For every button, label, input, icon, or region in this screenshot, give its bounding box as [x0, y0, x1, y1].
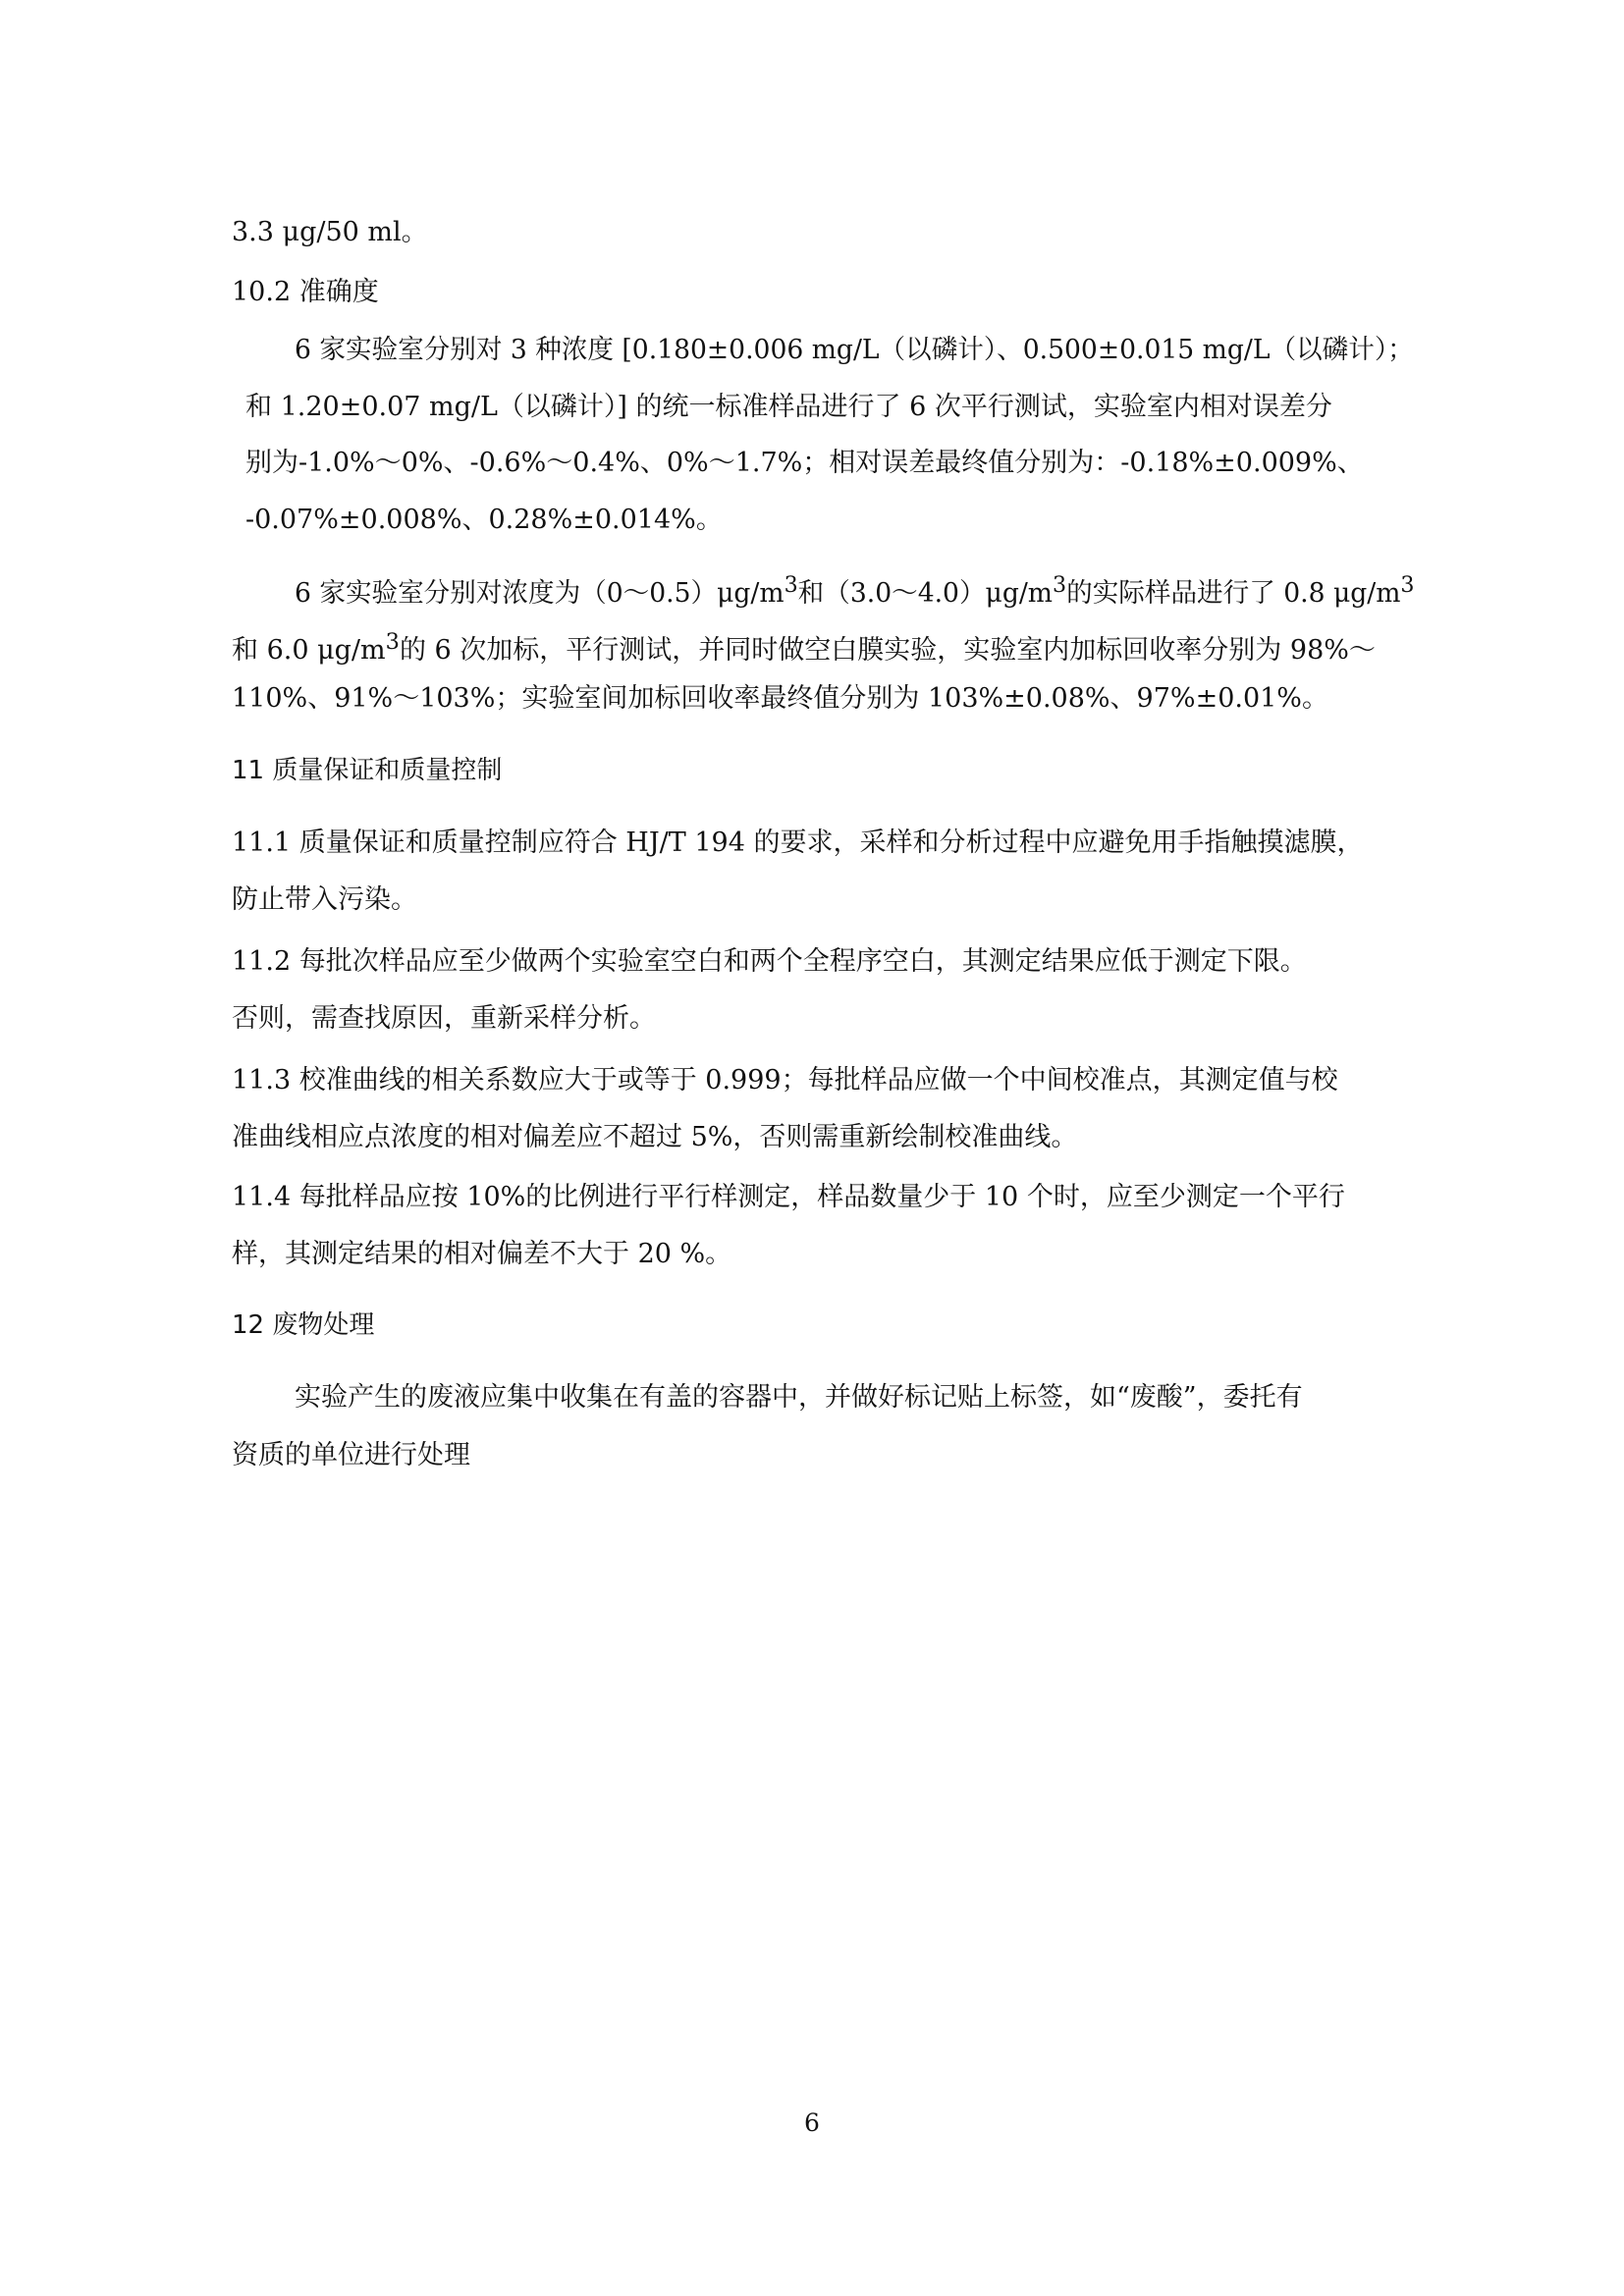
accuracy-paragraph-1-line-4: -0.07%±0.008%、0.28%±0.014%。 [245, 505, 723, 535]
p2-text-a: 6 家实验室分别对浓度为（0～0.5）μg/m [295, 578, 785, 609]
accuracy-paragraph-1-line-1: 6 家实验室分别对 3 种浓度 [0.180±0.006 mg/L（以磷计）、0.500±0.015 mg/L（以磷计）； [295, 335, 1414, 365]
superscript-3: 3 [784, 572, 798, 598]
p2-text-c: 的实际样品进行了 0.8 μg/m [1066, 578, 1401, 609]
superscript-3: 3 [385, 629, 400, 655]
waste-paragraph-line-2: 资质的单位进行处理 [232, 1440, 470, 1470]
page-number: 6 [804, 2109, 820, 2137]
superscript-3: 3 [1400, 572, 1415, 598]
accuracy-paragraph-2-line-1 [295, 568, 1415, 611]
section-10-2-heading: 10.2 准确度 [232, 277, 379, 307]
item-11-4-line-2: 样，其测定结果的相对偏差不大于 20 %。 [232, 1239, 732, 1269]
continued-text-line: 3.3 μg/50 ml。 [232, 217, 428, 247]
accuracy-paragraph-1-line-2: 和 1.20±0.07 mg/L（以磷计）] 的统一标准样品进行了 6 次平行测试，实验室内相对误差分 [245, 392, 1332, 422]
section-11-heading: 11 质量保证和质量控制 [232, 756, 503, 785]
waste-paragraph-line-1: 实验产生的废液应集中收集在有盖的容器中，并做好标记贴上标签，如“废酸”，委托有 [295, 1382, 1303, 1413]
p2-text-e: 的 6 次加标，平行测试，并同时做空白膜实验，实验室内加标回收率分别为 98%～ [399, 635, 1376, 666]
item-11-2-line-2: 否则，需查找原因，重新采样分析。 [232, 1003, 656, 1034]
item-11-3-line-2: 准曲线相应点浓度的相对偏差应不超过 5%，否则需重新绘制校准曲线。 [232, 1122, 1078, 1152]
item-11-1-line-1: 11.1 质量保证和质量控制应符合 HJ/T 194 的要求，采样和分析过程中应避免用手指触摸滤膜， [232, 828, 1364, 858]
item-11-1-line-2: 防止带入污染。 [232, 884, 417, 915]
item-11-4-line-1: 11.4 每批样品应按 10%的比例进行平行样测定，样品数量少于 10 个时，应至少测定一个平行 [232, 1182, 1345, 1212]
accuracy-paragraph-2-line-3: 110%、91%～103%；实验室间加标回收率最终值分别为 103%±0.08%、97%±0.01%。 [232, 683, 1328, 714]
item-11-3-line-1: 11.3 校准曲线的相关系数应大于或等于 0.999；每批样品应做一个中间校准点，其测定值与校 [232, 1065, 1338, 1095]
section-12-heading: 12 废物处理 [232, 1310, 375, 1340]
superscript-3: 3 [1053, 572, 1067, 598]
p2-text-d: 和 6.0 μg/m [232, 635, 386, 666]
accuracy-paragraph-1-line-3: 别为-1.0%～0%、-0.6%～0.4%、0%～1.7%；相对误差最终值分别为：-0.18%±0.009%、 [245, 448, 1364, 478]
accuracy-paragraph-2-line-2 [232, 625, 1376, 667]
item-11-2-line-1: 11.2 每批次样品应至少做两个实验室空白和两个全程序空白，其测定结果应低于测定下限。 [232, 946, 1307, 977]
p2-text-b: 和（3.0～4.0）μg/m [797, 578, 1054, 609]
